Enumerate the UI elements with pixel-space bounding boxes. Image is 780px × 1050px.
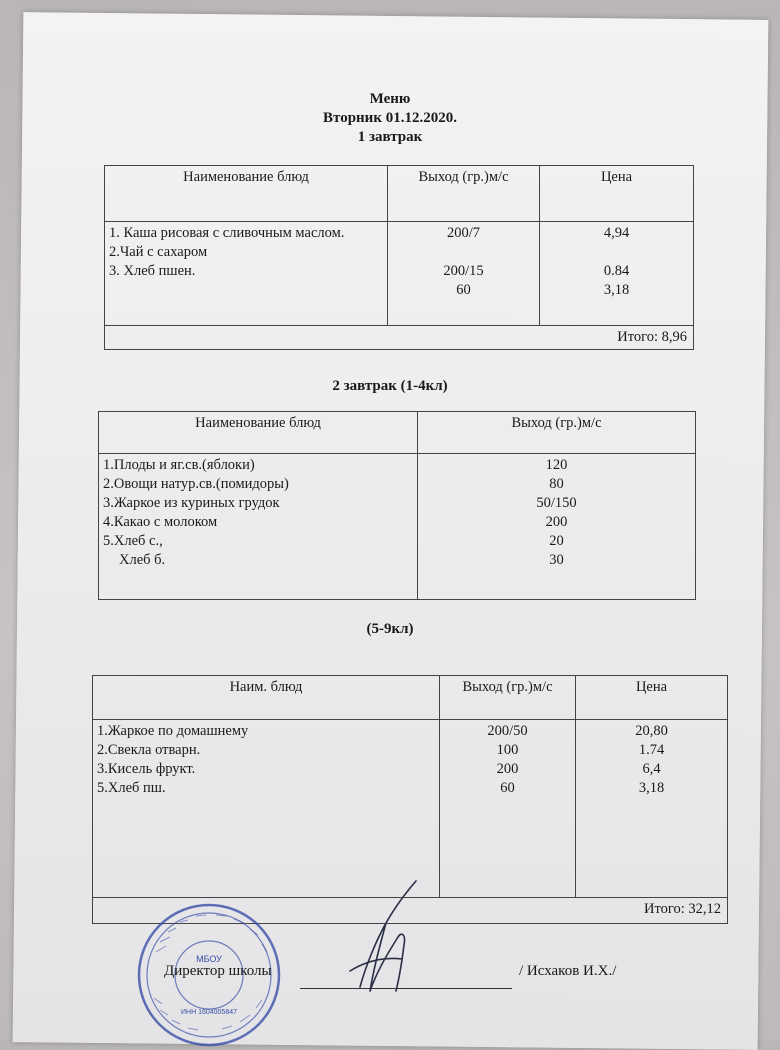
dish-name: 3.Жаркое из куриных грудок <box>103 495 280 511</box>
col-header-name: Наименование блюд <box>105 166 388 222</box>
director-signature <box>340 875 430 995</box>
dish-outputs-cell <box>440 720 576 898</box>
dish-name: 2.Чай с сахаром <box>109 244 208 260</box>
col-header-name: Наим. блюд <box>93 676 440 720</box>
menu-title: Меню <box>369 91 411 107</box>
total-row: Итого: 8,96 <box>105 326 694 350</box>
dish-output: 50/150 <box>536 495 577 511</box>
dish-output: 20 <box>549 533 564 549</box>
dish-output: 200/50 <box>487 723 528 739</box>
dish-output: 100 <box>496 742 519 758</box>
meal-3-title: (5-9кл) <box>366 621 414 637</box>
col-header-price: Цена <box>576 676 728 720</box>
dish-price: 0.84 <box>603 263 630 279</box>
dish-prices-cell <box>540 222 694 326</box>
meal-1-title: 1 завтрак <box>357 129 423 145</box>
dish-output: 60 <box>456 282 471 298</box>
total-row: Итого: 32,12 <box>93 898 728 924</box>
director-label: Директор школы <box>164 963 272 979</box>
dish-outputs-cell <box>418 454 696 600</box>
dish-name: 1.Жаркое по домашнему <box>97 723 249 739</box>
dish-name: 4.Какао с молоком <box>103 514 218 530</box>
dish-output: 60 <box>500 780 515 796</box>
dish-name: 2.Свекла отварн. <box>97 742 201 758</box>
dish-name: 5.Хлеб с., <box>103 533 163 549</box>
dish-name: 1.Плоды и яг.св.(яблоки) <box>103 457 255 473</box>
menu-date: Вторник 01.12.2020. <box>323 110 457 126</box>
col-header-output: Выход (гр.)м/с <box>418 412 696 454</box>
dish-price: 3,18 <box>603 282 630 298</box>
dish-name: 1. Каша рисовая с сливочным маслом. <box>109 225 345 241</box>
stamp-inn-text: ИНН 1604005847 <box>180 1009 238 1016</box>
dish-name: 3.Кисель фрукт. <box>97 761 196 777</box>
meal-2-title: 2 завтрак (1-4кл) <box>332 378 448 394</box>
dish-output: 80 <box>549 476 564 492</box>
col-header-name: Наименование блюд <box>99 412 418 454</box>
dish-output: 200 <box>496 761 519 777</box>
breakfast-2-table <box>98 411 696 600</box>
dish-names-cell <box>99 454 418 600</box>
dish-price: 6,4 <box>642 761 661 777</box>
dish-output: 200 <box>545 514 568 530</box>
breakfast-1-table <box>104 165 694 350</box>
dish-name: Хлеб б. <box>119 552 166 568</box>
stamp-center-text: МБОУ <box>196 954 222 964</box>
dish-price: 4,94 <box>603 225 630 241</box>
col-header-output: Выход (гр.)м/с <box>388 166 540 222</box>
dish-output: 30 <box>549 552 564 568</box>
dish-price: 20,80 <box>635 723 668 739</box>
col-header-output: Выход (гр.)м/с <box>440 676 576 720</box>
signature-line <box>300 988 512 989</box>
director-name: / Исхаков И.Х./ <box>519 963 617 979</box>
dish-name: 3. Хлеб пшен. <box>109 263 196 279</box>
dish-prices-cell <box>576 720 728 898</box>
dish-output: 120 <box>545 457 568 473</box>
dish-price: 3,18 <box>638 780 665 796</box>
dish-output: 200/15 <box>443 263 484 279</box>
dish-names-cell <box>93 720 440 898</box>
dish-name: 5.Хлеб пш. <box>97 780 166 796</box>
dish-output: 200/7 <box>446 225 481 241</box>
dish-name: 2.Овощи натур.св.(помидоры) <box>103 476 289 492</box>
dish-names-cell <box>105 222 388 326</box>
dish-outputs-cell <box>388 222 540 326</box>
col-header-price: Цена <box>540 166 694 222</box>
dish-price: 1.74 <box>638 742 665 758</box>
